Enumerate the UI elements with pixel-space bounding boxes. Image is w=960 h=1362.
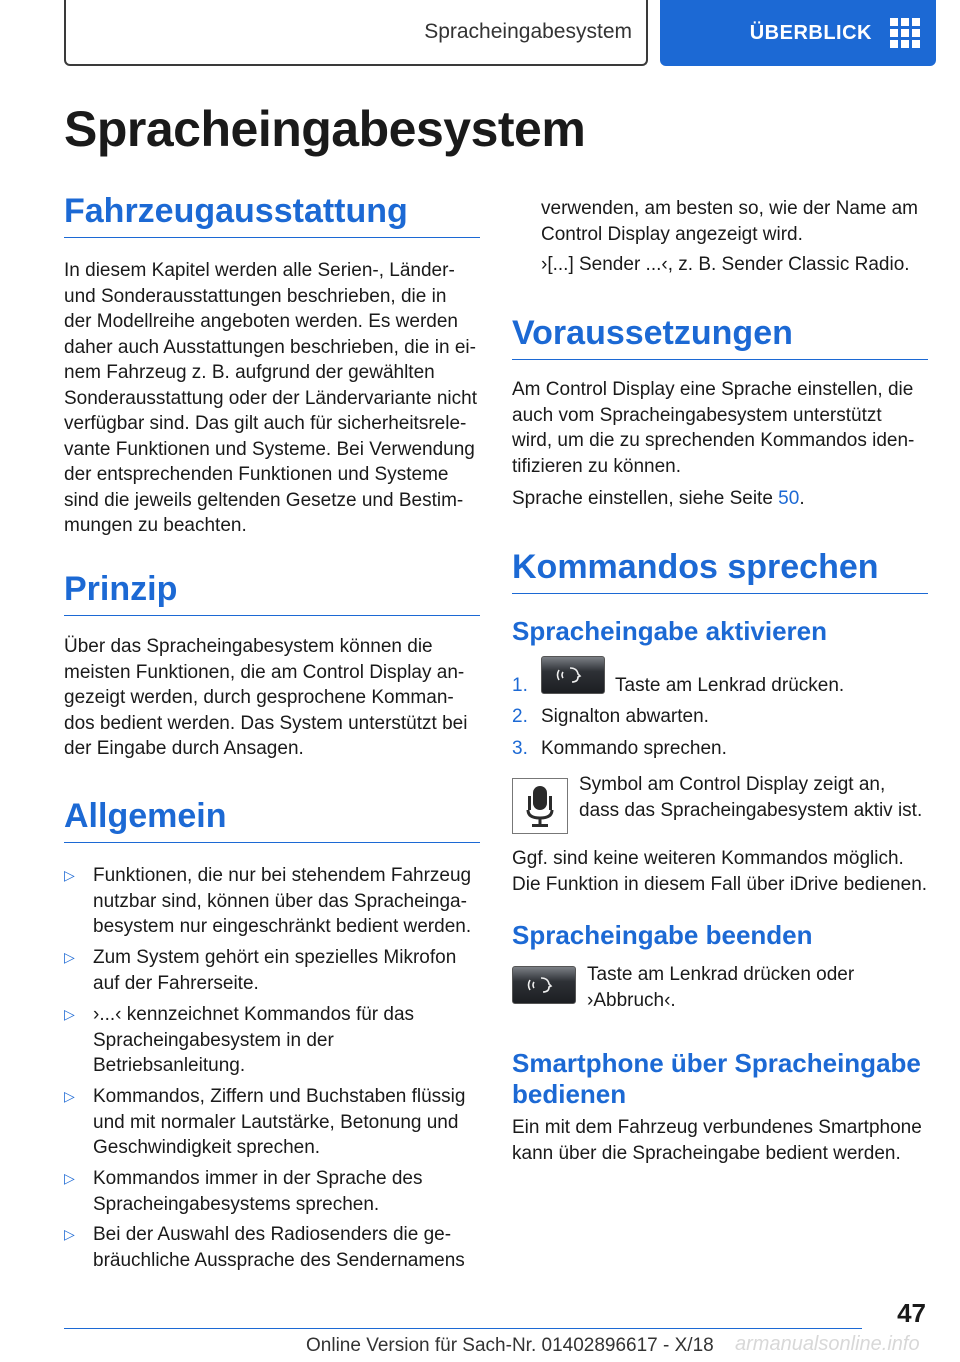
page-number: 47 <box>897 1298 926 1328</box>
text-line: Funktionen, die nur bei stehendem Fahrzeug <box>93 865 472 886</box>
reference-text: Sprache einstellen, siehe Seite <box>512 488 779 509</box>
text-line: Kommandos, Ziffern und Buchstaben flüssig <box>93 1086 466 1107</box>
text-line: sind die jeweils geltenden Gesetze und Bestim- <box>64 489 464 511</box>
voice-command-icon <box>524 973 564 997</box>
footer-text: Online Version für Sach-Nr. 01402896617 - X/18 <box>306 1335 714 1356</box>
text-line: der entsprechenden Funktionen und Systeme <box>64 464 449 485</box>
paragraph-beenden <box>587 962 931 1013</box>
heading-fahrzeugausstattung: Fahrzeugausstattung <box>64 192 480 238</box>
heading-prinzip: Prinzip <box>64 570 480 616</box>
text-line: Kommandos immer in der Sprache des <box>93 1168 423 1189</box>
text-line: Ggf. sind keine weiteren Kommandos möglich. <box>512 848 904 869</box>
text-line: auch vom Spracheingabesystem unterstützt <box>512 404 882 426</box>
voice-button-image <box>512 966 576 1004</box>
paragraph-note <box>512 846 930 897</box>
paragraph-prinzip <box>64 634 482 762</box>
text-line: dass das Spracheingabesystem aktiv ist. <box>579 799 923 821</box>
watermark: armanualsonline.info <box>735 1333 920 1355</box>
voice-command-icon <box>553 663 593 687</box>
heading-spracheingabe-beenden: Spracheingabe beenden <box>512 920 813 950</box>
page-link[interactable]: 50 <box>778 488 800 509</box>
header-section-title: Spracheingabesystem <box>424 20 632 43</box>
text-line: Die Funktion in diesem Fall über iDrive bedienen. <box>512 873 928 895</box>
text-line: besystem nur eingeschränkt bedient werden. <box>93 916 472 937</box>
overview-tab[interactable] <box>660 0 936 66</box>
text-line: Ein mit dem Fahrzeug verbundenes Smartphone <box>512 1117 922 1138</box>
text-line: der Eingabe durch Ansagen. <box>64 738 304 759</box>
text-line: Zum System gehört ein spezielles Mikrofon <box>93 947 457 968</box>
page-reference <box>512 486 930 512</box>
footer-divider <box>64 1328 862 1329</box>
step-number: 1. <box>512 675 528 696</box>
text-line: Betriebsanleitung. <box>93 1055 246 1076</box>
text-line: der Modellreihe angeboten werden. Es werden <box>64 311 458 332</box>
text-line: ›Abbruch‹. <box>587 989 676 1011</box>
bullet-triangle-icon: ▷ <box>64 1006 75 1022</box>
text-line: verfügbar sind. Das gilt auch für sicherheitsrele- <box>64 413 467 434</box>
bullet-triangle-icon: ▷ <box>64 867 75 883</box>
bullet-triangle-icon: ▷ <box>64 1170 75 1186</box>
reference-end: . <box>799 488 805 509</box>
text-line: und Sonderausstattungen beschrieben, die in <box>64 285 447 307</box>
heading-smartphone <box>512 1048 928 1110</box>
text-line: Spracheingabesystems sprechen. <box>93 1193 380 1215</box>
step-text: Kommando sprechen. <box>541 738 727 759</box>
text-line: tifizieren zu können. <box>512 455 681 477</box>
step-number: 3. <box>512 738 528 759</box>
header-section-tab <box>64 0 648 66</box>
text-line: auf der Fahrerseite. <box>93 972 259 994</box>
overview-label[interactable]: ÜBERBLICK <box>749 21 872 44</box>
microphone-symbol <box>512 778 568 834</box>
text-line: Taste am Lenkrad drücken oder <box>587 964 855 985</box>
text-line: Spracheingabesystem in der <box>93 1029 334 1051</box>
text-line: kann über die Spracheingabe bedient werden. <box>512 1142 901 1164</box>
text-line: und mit normaler Lautstärke, Betonung und <box>93 1111 459 1133</box>
heading-kommandos-sprechen: Kommandos sprechen <box>512 548 928 594</box>
text-line: wird, um die zu sprechenden Kommandos iden- <box>512 430 915 451</box>
step-text: Taste am Lenkrad drücken. <box>615 675 845 696</box>
voice-button-image <box>541 656 605 694</box>
text-line: Bei der Auswahl des Radiosenders die ge- <box>93 1224 452 1245</box>
text-line: mungen zu beachten. <box>64 515 247 536</box>
text-line: Über das Spracheingabesystem können die <box>64 636 433 657</box>
text-line: bedienen <box>512 1079 627 1110</box>
paragraph-fahrzeugausstattung <box>64 258 482 539</box>
text-line: dos bedient werden. Das System unterstützt bei <box>64 712 468 734</box>
microphone-icon <box>522 783 558 829</box>
text-line: Smartphone über Spracheingabe <box>512 1048 921 1078</box>
grid-menu-icon[interactable] <box>890 18 920 48</box>
text-line: Geschwindigkeit sprechen. <box>93 1137 321 1158</box>
text-line: vante Funktionen und Systeme. Bei Verwendung <box>64 438 475 460</box>
bullet-triangle-icon: ▷ <box>64 1088 75 1104</box>
page-title: Spracheingabesystem <box>64 101 586 157</box>
text-line: daher auch Ausstattungen beschrieben, die in ei- <box>64 336 476 358</box>
paragraph-continuation <box>541 196 931 247</box>
symbol-description <box>579 772 931 823</box>
step-number: 2. <box>512 706 528 727</box>
heading-spracheingabe-aktivieren: Spracheingabe aktivieren <box>512 616 828 646</box>
bullet-triangle-icon: ▷ <box>64 949 75 965</box>
example-command: ›[...] Sender ...‹, z. B. Sender Classic Radio. <box>541 254 910 275</box>
text-line: Sonderausstattung oder der Ländervariante nicht <box>64 387 477 409</box>
text-line: meisten Funktionen, die am Control Display an- <box>64 661 465 683</box>
text-line: gezeigt werden, durch gesprochene Komman- <box>64 687 454 708</box>
text-line: nutzbar sind, können über das Spracheinga- <box>93 890 467 912</box>
text-line: Control Display angezeigt wird. <box>541 223 803 245</box>
paragraph-voraussetzungen <box>512 377 930 479</box>
step-text: Signalton abwarten. <box>541 706 709 727</box>
text-line: In diesem Kapitel werden alle Serien-, Länder- <box>64 260 455 281</box>
text-line: Am Control Display eine Sprache einstellen, die <box>512 379 914 400</box>
text-line: ›...‹ kennzeichnet Kommandos für das <box>93 1004 415 1025</box>
paragraph-smartphone <box>512 1115 930 1166</box>
bullet-triangle-icon: ▷ <box>64 1226 75 1242</box>
text-line: Symbol am Control Display zeigt an, <box>579 774 886 795</box>
text-line: bräuchliche Aussprache des Sendernamens <box>93 1249 465 1271</box>
text-line: verwenden, am besten so, wie der Name am <box>541 198 919 219</box>
heading-voraussetzungen: Voraussetzungen <box>512 314 928 360</box>
heading-allgemein: Allgemein <box>64 797 480 843</box>
text-line: nem Fahrzeug z. B. aufgrund der gewählten <box>64 362 435 383</box>
